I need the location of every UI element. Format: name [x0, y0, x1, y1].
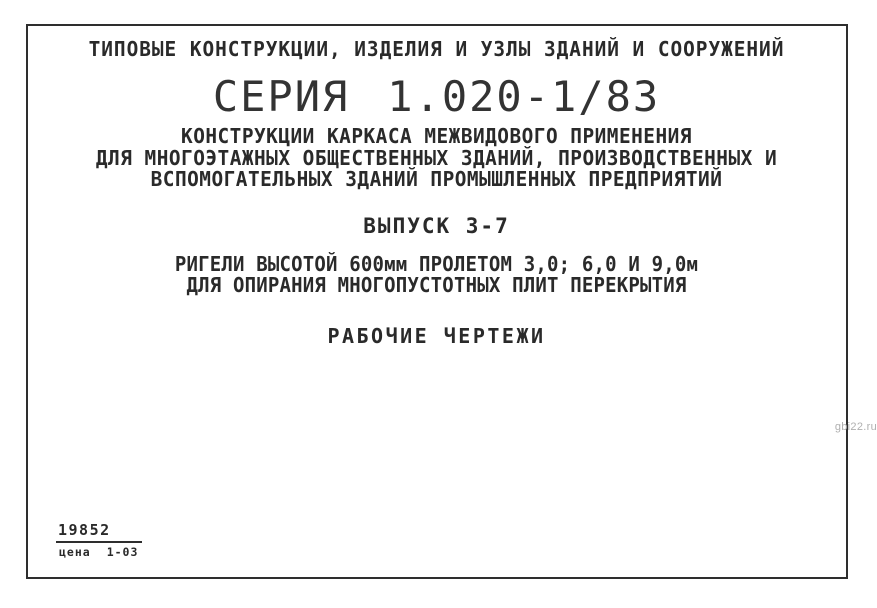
document-type-line: РАБОЧИЕ ЧЕРТЕЖИ: [327, 324, 546, 348]
series-number: 1.020-1/83: [387, 72, 661, 121]
document-subtitle: [42, 126, 831, 191]
site-watermark: gbi22.ru: [834, 421, 877, 433]
stamp-number: 19852: [56, 521, 142, 543]
subtitle-line-1: КОНСТРУКЦИИ КАРКАСА МЕЖВИДОВОГО ПРИМЕНЕНИЯ: [181, 124, 692, 148]
document-header-line: ТИПОВЫЕ КОНСТРУКЦИИ, ИЗДЕЛИЯ И УЗЛЫ ЗДАНИЙ И СООРУЖЕНИЙ: [88, 37, 785, 61]
stamp-price-value: 1-03: [106, 545, 139, 559]
stamp-price-row: [56, 545, 142, 559]
issue-number-line: ВЫПУСК 3-7: [363, 214, 510, 238]
description-line-1: РИГЕЛИ ВЫСОТОЙ 600мм ПРОЛЕТОМ 3,0; 6,0 И 9,0м: [174, 252, 699, 276]
description-line-2: ДЛЯ ОПИРАНИЯ МНОГОПУСТОТНЫХ ПЛИТ ПЕРЕКРЫТИЯ: [186, 272, 687, 297]
stamp-price-label: цена: [59, 545, 91, 559]
series-label: СЕРИЯ: [212, 72, 350, 121]
subtitle-line-3: ВСПОМОГАТЕЛЬНЫХ ЗДАНИЙ ПРОМЫШЛЕННЫХ ПРЕДПРИЯТИЙ: [150, 167, 723, 191]
price-stamp-block: [56, 520, 142, 559]
subtitle-line-2: ДЛЯ МНОГОЭТАЖНЫХ ОБЩЕСТВЕННЫХ ЗДАНИЙ, ПРОИЗВОДСТВЕННЫХ И: [95, 145, 778, 170]
content-description: [50, 254, 822, 295]
series-title: [30, 72, 843, 121]
